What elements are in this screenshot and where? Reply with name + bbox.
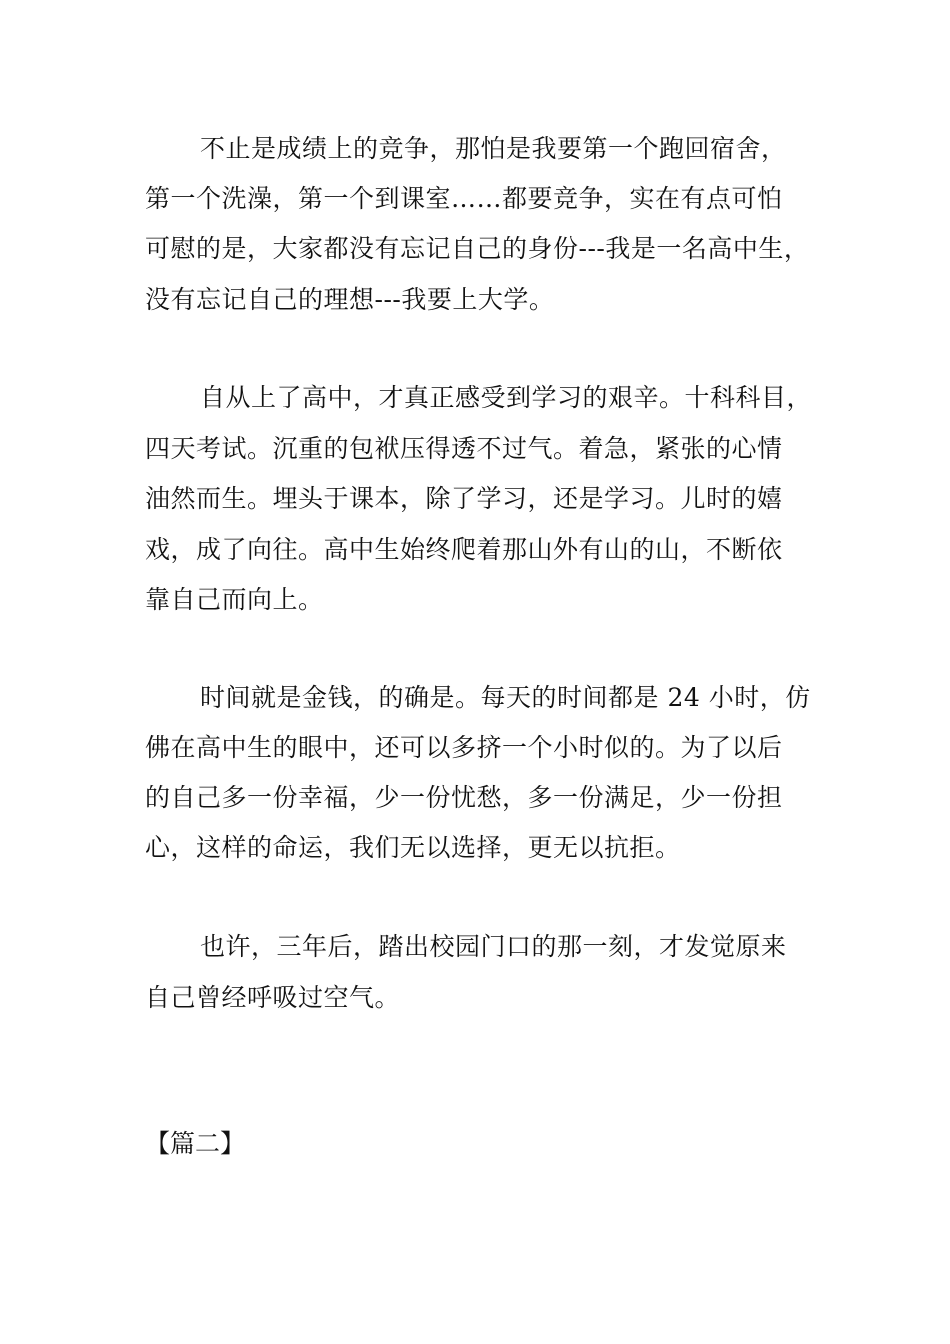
paragraph-1-line-4: 没有忘记自己的理想---我要上大学。 — [145, 285, 555, 314]
paragraph-2-line-4: 戏，成了向往。高中生始终爬着那山外有山的山，不断依 — [145, 535, 783, 564]
section-heading: 【篇二】 — [145, 1129, 246, 1158]
paragraph-4-line-1: 也许，三年后，踏出校园门口的那一刻，才发觉原来 — [200, 932, 787, 961]
paragraph-2-line-5: 靠自己而向上。 — [145, 585, 324, 614]
paragraph-2-line-3: 油然而生。埋头于课本，除了学习，还是学习。儿时的嬉 — [145, 484, 783, 513]
paragraph-1-line-1: 不止是成绩上的竞争，那怕是我要第一个跑回宿舍， — [200, 134, 787, 163]
paragraph-3-line-4: 心，这样的命运，我们无以选择，更无以抗拒。 — [145, 833, 681, 862]
paragraph-3-line-1: 时间就是金钱，的确是。每天的时间都是 24 小时，仿 — [200, 683, 811, 712]
paragraph-3-line-2: 佛在高中生的眼中，还可以多挤一个小时似的。为了以后 — [145, 733, 783, 762]
paragraph-3-line-3: 的自己多一份幸福，少一份忧愁，多一份满足，少一份担 — [145, 783, 783, 812]
paragraph-2-line-1: 自从上了高中，才真正感受到学习的艰辛。十科科目， — [200, 383, 813, 412]
paragraph-4-line-2: 自己曾经呼吸过空气。 — [145, 983, 401, 1012]
paragraph-1-line-2: 第一个洗澡，第一个到课室……都要竞争，实在有点可怕 — [145, 184, 783, 213]
paragraph-1-line-3: 可慰的是，大家都没有忘记自己的身份---我是一名高中生， — [145, 234, 810, 263]
paragraph-2-line-2: 四天考试。沉重的包袱压得透不过气。着急，紧张的心情 — [145, 434, 783, 463]
